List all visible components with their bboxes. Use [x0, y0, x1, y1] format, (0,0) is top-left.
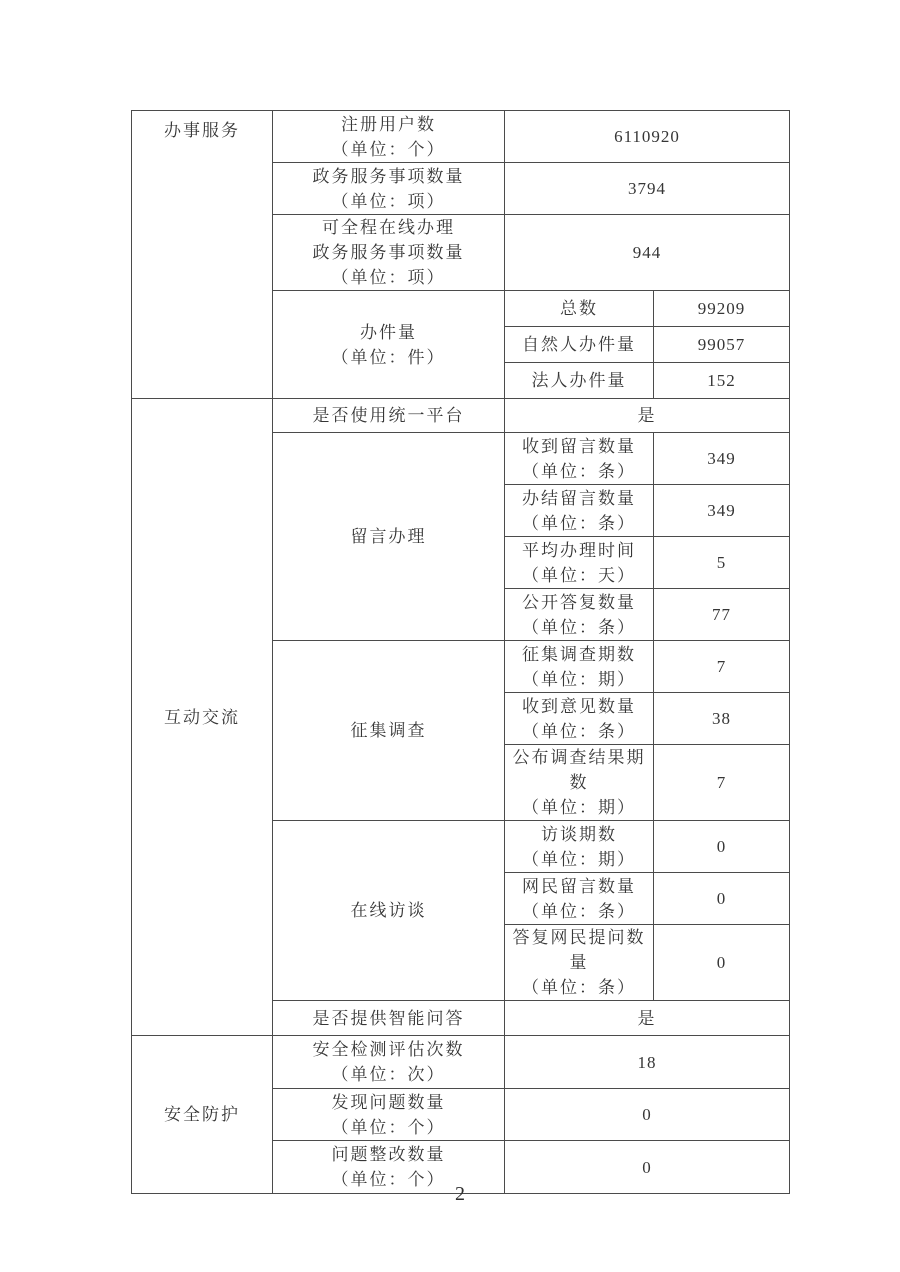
cases-natural-value-cell: 99057 — [654, 327, 790, 363]
metric-unit: （单位：个） — [331, 1170, 446, 1189]
registered-users-label-cell — [273, 111, 505, 163]
metric-name-line1: 可全程在线办理 — [322, 218, 455, 237]
survey-periods-label-cell — [505, 641, 654, 693]
metric-unit: （单位：条） — [522, 513, 636, 533]
survey-results-label-cell — [505, 745, 654, 821]
cases-total-value-cell: 99209 — [654, 291, 790, 327]
metric-unit: （单位：天） — [522, 565, 636, 585]
metric-unit: （单位：期） — [522, 669, 636, 689]
cases-total-label-cell: 总数 — [505, 291, 654, 327]
section-label-text: 安全防护 — [164, 1105, 240, 1124]
metric-unit: （单位：期） — [522, 798, 636, 817]
metric-unit: （单位：条） — [522, 461, 636, 481]
interview-messages-label-cell — [505, 873, 654, 925]
section-label-text: 互动交流 — [164, 707, 240, 727]
smart-qa-label-cell: 是否提供智能问答 — [273, 1001, 505, 1036]
metric-name: 办结留言数量 — [522, 488, 636, 508]
messages-received-value-cell: 349 — [654, 433, 790, 485]
metric-name: 政务服务事项数量 — [312, 166, 465, 186]
service-items-value-cell: 3794 — [505, 163, 790, 215]
cases-natural-label-cell: 自然人办件量 — [505, 327, 654, 363]
survey-opinions-value-cell: 38 — [654, 693, 790, 745]
unified-platform-label-cell: 是否使用统一平台 — [273, 399, 505, 433]
metric-unit: （单位：条） — [522, 721, 636, 741]
survey-results-value-cell: 7 — [654, 745, 790, 821]
metric-name: 公开答复数量 — [522, 592, 636, 612]
online-items-value-cell: 944 — [505, 215, 790, 291]
messages-completed-value-cell: 349 — [654, 485, 790, 537]
metric-name: 公布调查结果期数 — [512, 748, 646, 792]
survey-label-cell: 征集调查 — [273, 641, 505, 821]
metric-unit: （单位：件） — [331, 347, 446, 367]
cases-label-cell — [273, 291, 505, 399]
metric-name: 发现问题数量 — [331, 1092, 446, 1112]
metric-unit: （单位：项） — [331, 268, 446, 287]
interview-periods-label-cell — [505, 821, 654, 873]
interview-replies-label-cell — [505, 925, 654, 1001]
security-assessments-label-cell — [273, 1036, 505, 1089]
online-items-label-cell — [273, 215, 505, 291]
smart-qa-value-cell: 是 — [505, 1001, 790, 1036]
avg-handling-time-value-cell: 5 — [654, 537, 790, 589]
metric-unit: （单位：条） — [522, 978, 636, 997]
public-replies-label-cell — [505, 589, 654, 641]
metric-unit: （单位：项） — [331, 191, 446, 211]
metric-name: 注册用户数 — [341, 114, 436, 134]
section-label-banshi-fuwu — [132, 111, 273, 399]
section-label-text: 办事服务 — [164, 121, 240, 140]
cases-legal-value-cell: 152 — [654, 363, 790, 399]
registered-users-value-cell: 6110920 — [505, 111, 790, 163]
messages-received-label-cell — [505, 433, 654, 485]
metric-name: 收到意见数量 — [522, 696, 636, 716]
metric-name: 征集调查期数 — [522, 644, 636, 664]
metric-unit: （单位：条） — [522, 901, 636, 921]
cases-legal-label-cell: 法人办件量 — [505, 363, 654, 399]
metric-name: 答复网民提问数量 — [512, 928, 646, 972]
metric-unit: （单位：条） — [522, 617, 636, 637]
survey-opinions-label-cell — [505, 693, 654, 745]
survey-periods-value-cell: 7 — [654, 641, 790, 693]
metric-name: 安全检测评估次数 — [312, 1040, 465, 1059]
metric-unit: （单位：次） — [331, 1065, 446, 1084]
section-label-anquan-fanghu — [132, 1036, 273, 1194]
interview-replies-value-cell: 0 — [654, 925, 790, 1001]
problems-fixed-value-cell: 0 — [505, 1141, 790, 1194]
metric-name: 问题整改数量 — [331, 1145, 446, 1164]
metric-name: 平均办理时间 — [522, 540, 636, 560]
page-number: 2 — [455, 1183, 465, 1205]
metric-name: 访谈期数 — [541, 824, 617, 844]
metric-name: 收到留言数量 — [522, 436, 636, 456]
service-items-label-cell — [273, 163, 505, 215]
problems-found-label-cell — [273, 1089, 505, 1141]
problems-found-value-cell: 0 — [505, 1089, 790, 1141]
metric-unit: （单位：个） — [331, 139, 446, 159]
security-assessments-value-cell: 18 — [505, 1036, 790, 1089]
public-replies-value-cell: 77 — [654, 589, 790, 641]
avg-handling-time-label-cell — [505, 537, 654, 589]
message-handling-label-cell: 留言办理 — [273, 433, 505, 641]
section-label-hudong-jiaoliu — [132, 399, 273, 1036]
metric-unit: （单位：期） — [522, 849, 636, 869]
interview-periods-value-cell: 0 — [654, 821, 790, 873]
interview-messages-value-cell: 0 — [654, 873, 790, 925]
unified-platform-value-cell: 是 — [505, 399, 790, 433]
interview-label-cell: 在线访谈 — [273, 821, 505, 1001]
metric-name: 办件量 — [360, 322, 417, 342]
metric-unit: （单位：个） — [331, 1117, 446, 1137]
metric-name: 网民留言数量 — [522, 876, 636, 896]
annual-report-table — [131, 110, 790, 1194]
messages-completed-label-cell — [505, 485, 654, 537]
metric-name-line2: 政务服务事项数量 — [312, 243, 465, 262]
